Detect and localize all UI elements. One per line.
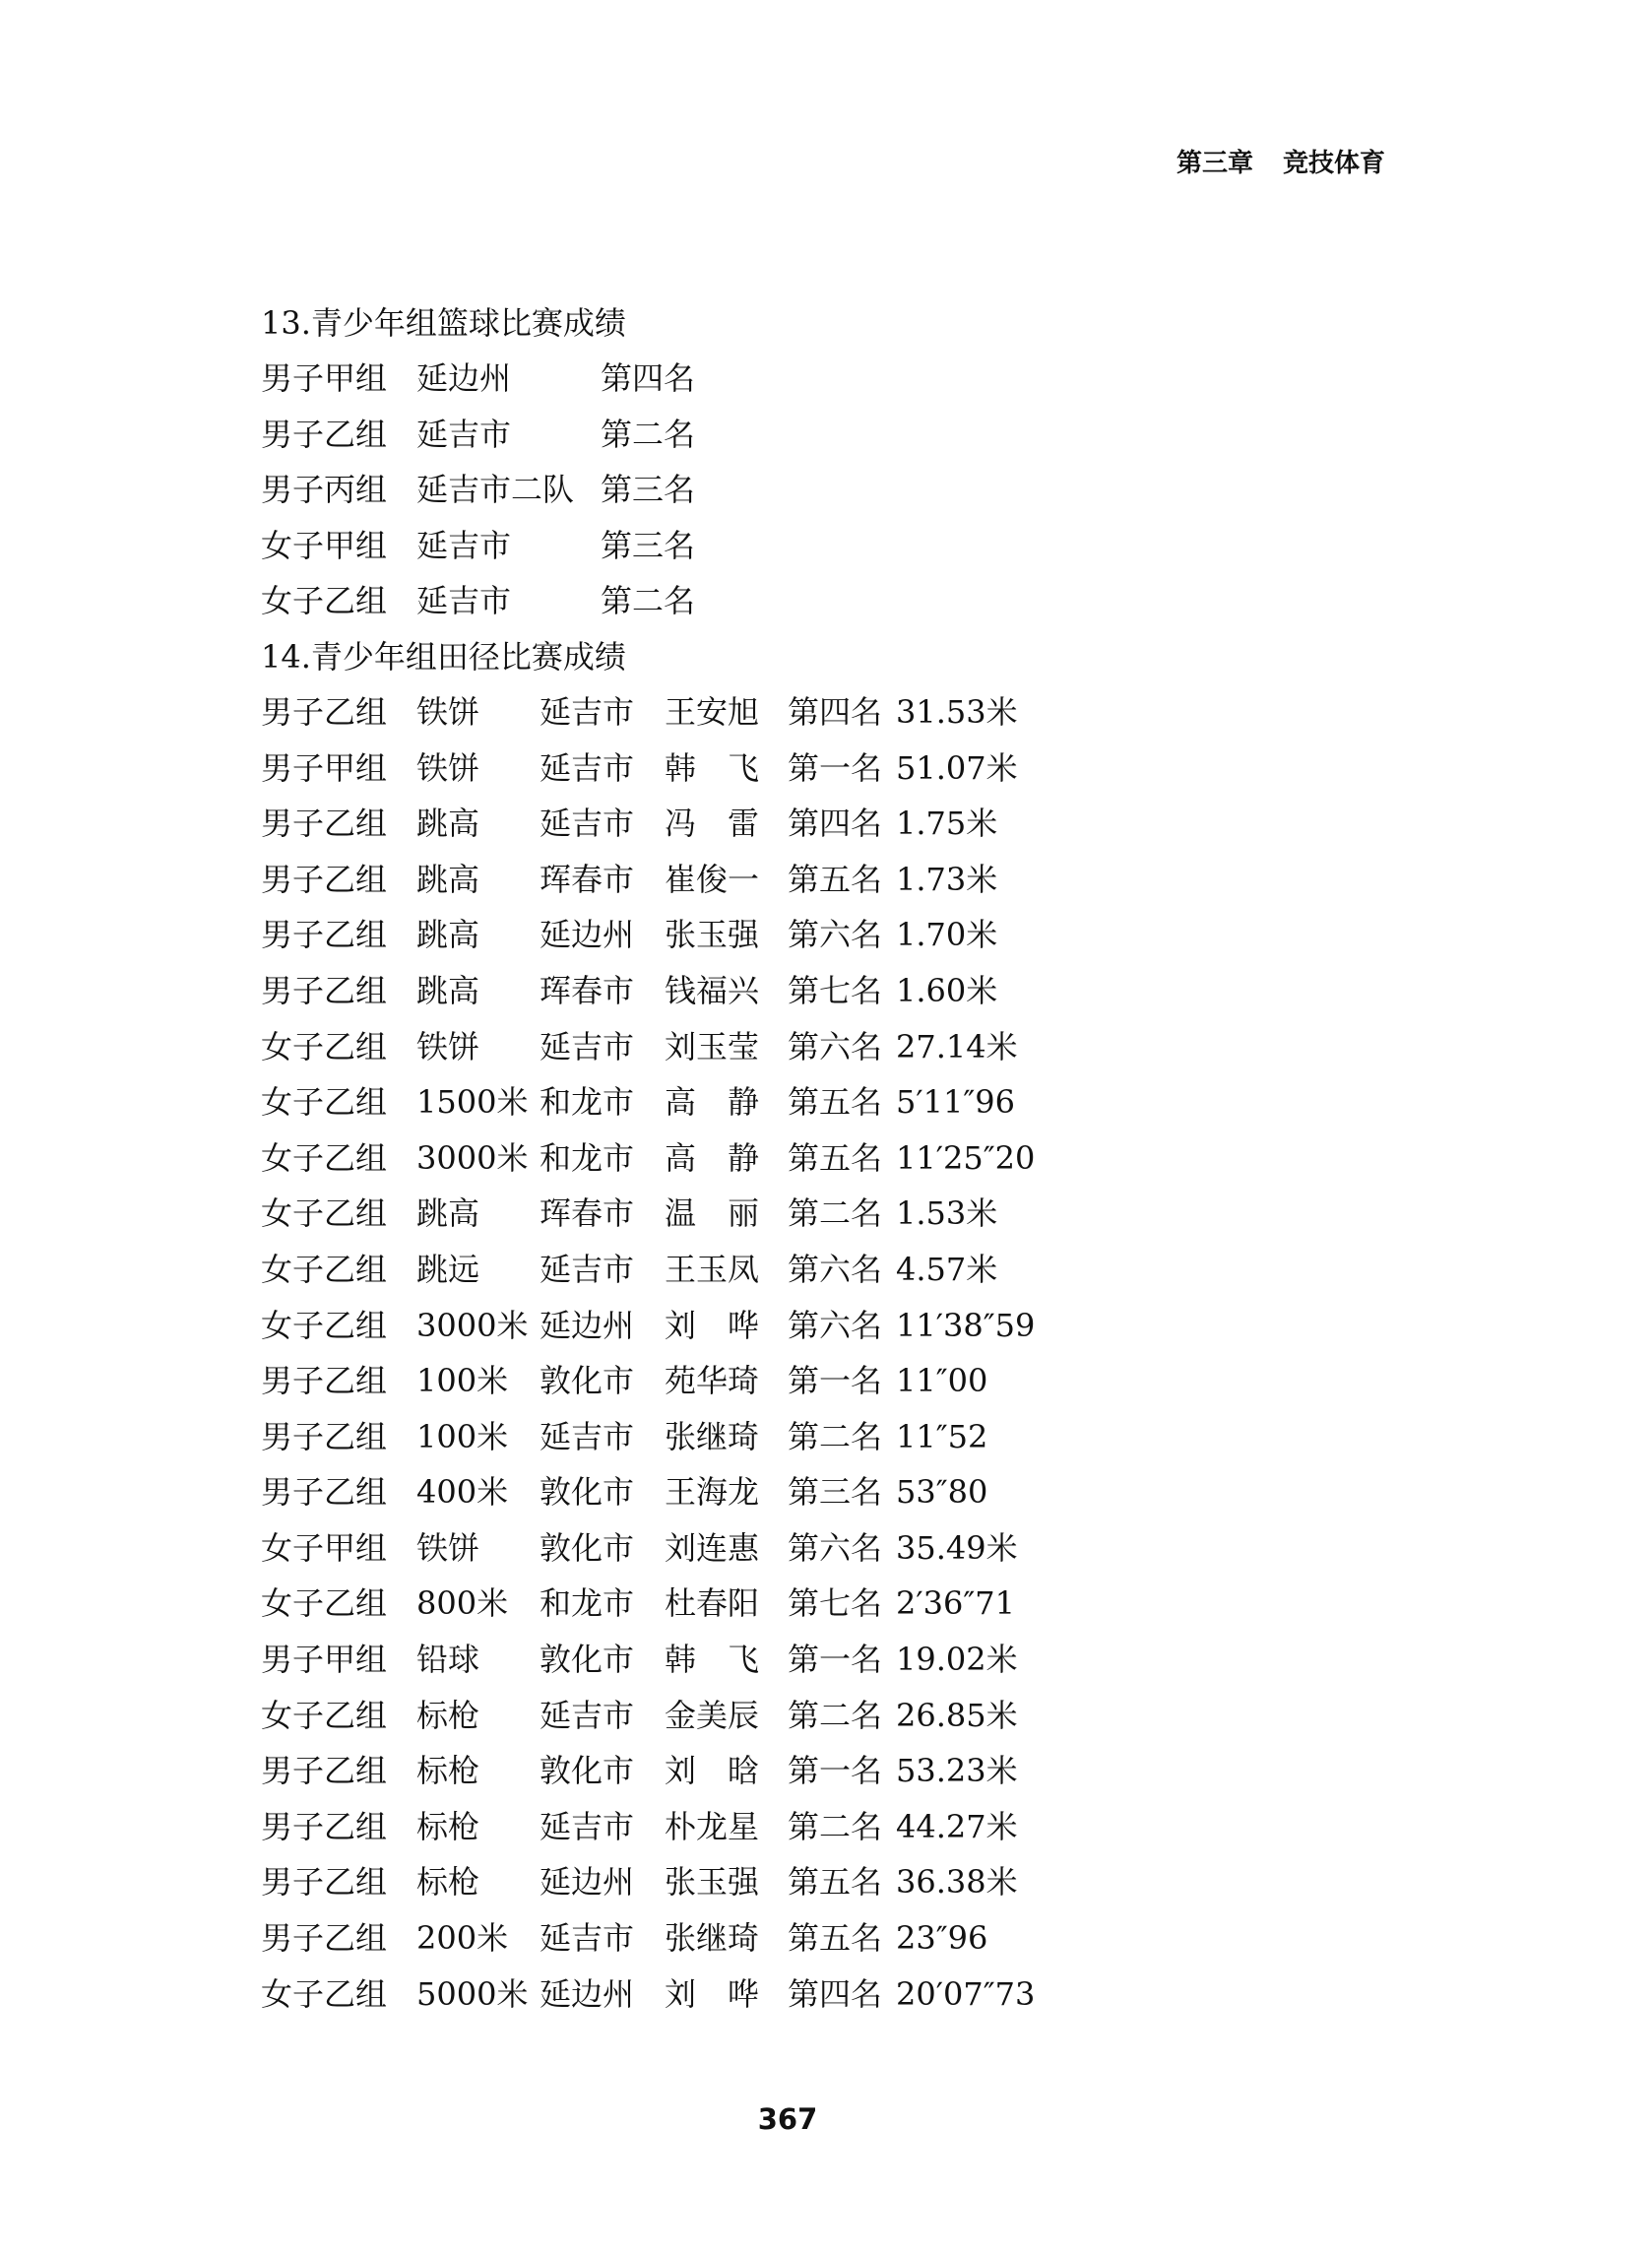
group-cell: 男子乙组 <box>261 805 388 843</box>
athlete-name-cell: 刘玉莹 <box>665 1027 760 1065</box>
list-item <box>261 1910 1442 1967</box>
team-cell: 敦化市 <box>540 1752 635 1790</box>
place-cell: 第六名 <box>788 916 883 954</box>
page-number: 367 <box>757 2102 818 2136</box>
group-cell: 男子乙组 <box>261 1807 388 1845</box>
list-item <box>261 741 1442 797</box>
place-cell: 第五名 <box>788 860 883 898</box>
list-item <box>261 1242 1442 1298</box>
group-cell: 女子乙组 <box>261 1138 388 1177</box>
group-cell: 女子乙组 <box>261 1584 388 1623</box>
list-item <box>261 1743 1442 1799</box>
result-cell: 11′25″20 <box>896 1138 1036 1177</box>
group-cell: 男子丙组 <box>261 471 388 509</box>
result-cell: 44.27米 <box>896 1807 1018 1845</box>
group-cell: 男子乙组 <box>261 1362 388 1400</box>
event-cell: 标枪 <box>416 1807 480 1845</box>
athlete-name-cell: 张玉强 <box>665 1863 760 1902</box>
result-cell: 27.14米 <box>896 1027 1018 1065</box>
athlete-name-cell: 金美辰 <box>665 1696 760 1734</box>
athlete-name-cell: 韩 飞 <box>665 1641 760 1679</box>
result-cell: 4.57米 <box>896 1250 998 1288</box>
athlete-name-cell: 刘 晗 <box>665 1752 760 1790</box>
list-item <box>261 1520 1442 1577</box>
team-cell: 延边州 <box>540 1306 635 1344</box>
athlete-name-cell: 高 静 <box>665 1138 760 1177</box>
list-item <box>261 1632 1442 1688</box>
team-cell: 延吉市 <box>540 1807 635 1845</box>
list-item <box>261 1130 1442 1187</box>
team-cell: 珲春市 <box>540 860 635 898</box>
place-cell: 第二名 <box>788 1807 883 1845</box>
place-cell: 第二名 <box>788 1696 883 1734</box>
team-cell: 敦化市 <box>540 1473 635 1512</box>
place-cell: 第六名 <box>788 1250 883 1288</box>
athlete-name-cell: 刘 哗 <box>665 1306 760 1344</box>
group-cell: 男子乙组 <box>261 860 388 898</box>
athlete-name-cell: 张继琦 <box>665 1417 760 1455</box>
team-cell: 延边州 <box>540 1974 635 2013</box>
place-cell: 第六名 <box>788 1306 883 1344</box>
place-cell: 第六名 <box>788 1528 883 1567</box>
place-cell: 第四名 <box>788 805 883 843</box>
result-cell: 19.02米 <box>896 1641 1018 1679</box>
event-cell: 跳高 <box>416 805 480 843</box>
running-head <box>1176 143 1385 179</box>
result-cell: 1.60米 <box>896 971 998 1009</box>
result-cell: 36.38米 <box>896 1863 1018 1902</box>
place-cell: 第二名 <box>601 582 696 620</box>
group-cell: 男子乙组 <box>261 1863 388 1902</box>
group-cell: 女子乙组 <box>261 1083 388 1122</box>
list-item <box>261 1409 1442 1465</box>
group-cell: 男子乙组 <box>261 1473 388 1512</box>
result-cell: 5′11″96 <box>896 1083 1016 1122</box>
group-cell: 男子乙组 <box>261 971 388 1009</box>
event-cell: 标枪 <box>416 1696 480 1734</box>
event-cell: 5000米 <box>416 1974 529 2013</box>
event-cell: 400米 <box>416 1473 509 1512</box>
team-cell: 延吉市 <box>540 1250 635 1288</box>
group-cell: 男子乙组 <box>261 1919 388 1958</box>
team-cell: 珲春市 <box>540 971 635 1009</box>
group-cell: 女子乙组 <box>261 1250 388 1288</box>
group-cell: 男子乙组 <box>261 415 388 453</box>
result-cell: 11″52 <box>896 1417 988 1455</box>
place-cell: 第三名 <box>788 1473 883 1512</box>
group-cell: 女子甲组 <box>261 526 388 564</box>
event-cell: 铁饼 <box>416 1027 480 1065</box>
athlete-name-cell: 冯 雷 <box>665 805 760 843</box>
place-cell: 第六名 <box>788 1027 883 1065</box>
place-cell: 第二名 <box>601 415 696 453</box>
team-cell: 延吉市 <box>540 1417 635 1455</box>
result-cell: 23″96 <box>896 1919 988 1958</box>
event-cell: 100米 <box>416 1417 509 1455</box>
result-cell: 26.85米 <box>896 1696 1018 1734</box>
place-cell: 第三名 <box>601 526 696 564</box>
event-cell: 标枪 <box>416 1863 480 1902</box>
place-cell: 第二名 <box>788 1417 883 1455</box>
event-cell: 200米 <box>416 1919 509 1958</box>
list-item <box>261 1464 1442 1520</box>
result-cell: 53″80 <box>896 1473 988 1512</box>
athlete-name-cell: 韩 飞 <box>665 748 760 787</box>
group-cell: 女子乙组 <box>261 1027 388 1065</box>
team-cell: 延吉市 <box>540 805 635 843</box>
team-cell: 延边州 <box>416 359 512 397</box>
list-item <box>261 684 1442 741</box>
athlete-name-cell: 温 丽 <box>665 1194 760 1233</box>
place-cell: 第四名 <box>601 359 696 397</box>
event-cell: 1500米 <box>416 1083 529 1122</box>
event-cell: 800米 <box>416 1584 509 1623</box>
list-item <box>261 1854 1442 1910</box>
athlete-name-cell: 刘 哗 <box>665 1974 760 2013</box>
team-cell: 延吉市二队 <box>416 471 575 509</box>
basketball-results-list <box>261 351 1442 629</box>
group-cell: 男子乙组 <box>261 1417 388 1455</box>
athlete-name-cell: 朴龙星 <box>665 1807 760 1845</box>
list-item <box>261 963 1442 1019</box>
event-cell: 跳远 <box>416 1250 480 1288</box>
list-item <box>261 407 1442 463</box>
event-cell: 3000米 <box>416 1306 529 1344</box>
place-cell: 第三名 <box>601 471 696 509</box>
section-heading-basketball: 13.青少年组篮球比赛成绩 <box>261 304 626 342</box>
place-cell: 第四名 <box>788 692 883 731</box>
group-cell: 男子甲组 <box>261 1641 388 1679</box>
list-item <box>261 573 1442 629</box>
list-item <box>261 1074 1442 1130</box>
athlete-name-cell: 刘连惠 <box>665 1528 760 1567</box>
chapter-label: 第三章 <box>1176 149 1254 178</box>
list-item <box>261 1799 1442 1855</box>
athlete-name-cell: 苑华琦 <box>665 1362 760 1400</box>
chapter-title: 竞技体育 <box>1283 149 1386 178</box>
place-cell: 第一名 <box>788 748 883 787</box>
result-cell: 31.53米 <box>896 692 1018 731</box>
track-results-list <box>261 684 1442 2022</box>
group-cell: 女子乙组 <box>261 1306 388 1344</box>
athlete-name-cell: 崔俊一 <box>665 860 760 898</box>
team-cell: 敦化市 <box>540 1528 635 1567</box>
athlete-name-cell: 王玉凤 <box>665 1250 760 1288</box>
result-cell: 11″00 <box>896 1362 988 1400</box>
place-cell: 第一名 <box>788 1362 883 1400</box>
list-item <box>261 1019 1442 1075</box>
place-cell: 第四名 <box>788 1974 883 2013</box>
event-cell: 标枪 <box>416 1752 480 1790</box>
place-cell: 第二名 <box>788 1194 883 1233</box>
athlete-name-cell: 张继琦 <box>665 1919 760 1958</box>
event-cell: 跳高 <box>416 1194 480 1233</box>
event-cell: 铁饼 <box>416 748 480 787</box>
event-cell: 100米 <box>416 1362 509 1400</box>
group-cell: 男子甲组 <box>261 748 388 787</box>
group-cell: 男子甲组 <box>261 359 388 397</box>
team-cell: 延吉市 <box>540 1919 635 1958</box>
team-cell: 延吉市 <box>416 415 512 453</box>
group-cell: 男子乙组 <box>261 1752 388 1790</box>
result-cell: 1.53米 <box>896 1194 998 1233</box>
event-cell: 跳高 <box>416 916 480 954</box>
team-cell: 延吉市 <box>540 748 635 787</box>
group-cell: 女子甲组 <box>261 1528 388 1567</box>
place-cell: 第七名 <box>788 1584 883 1623</box>
list-item <box>261 852 1442 908</box>
group-cell: 女子乙组 <box>261 1194 388 1233</box>
group-cell: 女子乙组 <box>261 1696 388 1734</box>
place-cell: 第五名 <box>788 1863 883 1902</box>
result-cell: 20′07″73 <box>896 1974 1036 2013</box>
result-cell: 53.23米 <box>896 1752 1018 1790</box>
event-cell: 3000米 <box>416 1138 529 1177</box>
event-cell: 铁饼 <box>416 1528 480 1567</box>
athlete-name-cell: 张玉强 <box>665 916 760 954</box>
place-cell: 第一名 <box>788 1641 883 1679</box>
event-cell: 跳高 <box>416 971 480 1009</box>
list-item <box>261 351 1442 407</box>
list-item <box>261 1298 1442 1354</box>
result-cell: 35.49米 <box>896 1528 1018 1567</box>
list-item <box>261 1186 1442 1242</box>
event-cell: 跳高 <box>416 860 480 898</box>
list-item <box>261 1967 1442 2023</box>
section-heading-track: 14.青少年组田径比赛成绩 <box>261 637 626 676</box>
athlete-name-cell: 高 静 <box>665 1083 760 1122</box>
event-cell: 铅球 <box>416 1641 480 1679</box>
team-cell: 珲春市 <box>540 1194 635 1233</box>
team-cell: 延边州 <box>540 916 635 954</box>
team-cell: 延吉市 <box>540 692 635 731</box>
result-cell: 1.73米 <box>896 860 998 898</box>
place-cell: 第七名 <box>788 971 883 1009</box>
list-item <box>261 462 1442 518</box>
list-item <box>261 907 1442 963</box>
place-cell: 第一名 <box>788 1752 883 1790</box>
athlete-name-cell: 钱福兴 <box>665 971 760 1009</box>
group-cell: 男子乙组 <box>261 692 388 731</box>
athlete-name-cell: 王海龙 <box>665 1473 760 1512</box>
result-cell: 51.07米 <box>896 748 1018 787</box>
list-item <box>261 796 1442 852</box>
group-cell: 女子乙组 <box>261 1974 388 2013</box>
athlete-name-cell: 王安旭 <box>665 692 760 731</box>
team-cell: 延边州 <box>540 1863 635 1902</box>
result-cell: 1.70米 <box>896 916 998 954</box>
team-cell: 延吉市 <box>416 526 512 564</box>
place-cell: 第五名 <box>788 1083 883 1122</box>
place-cell: 第五名 <box>788 1919 883 1958</box>
list-item <box>261 1576 1442 1632</box>
team-cell: 敦化市 <box>540 1362 635 1400</box>
team-cell: 和龙市 <box>540 1138 635 1177</box>
athlete-name-cell: 杜春阳 <box>665 1584 760 1623</box>
team-cell: 敦化市 <box>540 1641 635 1679</box>
list-item <box>261 1353 1442 1409</box>
group-cell: 男子乙组 <box>261 916 388 954</box>
page-content <box>261 295 1442 2022</box>
result-cell: 11′38″59 <box>896 1306 1036 1344</box>
team-cell: 和龙市 <box>540 1083 635 1122</box>
event-cell: 铁饼 <box>416 692 480 731</box>
list-item <box>261 1688 1442 1744</box>
result-cell: 2′36″71 <box>896 1584 1016 1623</box>
place-cell: 第五名 <box>788 1138 883 1177</box>
team-cell: 延吉市 <box>540 1027 635 1065</box>
list-item <box>261 518 1442 574</box>
result-cell: 1.75米 <box>896 805 998 843</box>
team-cell: 延吉市 <box>540 1696 635 1734</box>
team-cell: 和龙市 <box>540 1584 635 1623</box>
group-cell: 女子乙组 <box>261 582 388 620</box>
team-cell: 延吉市 <box>416 582 512 620</box>
